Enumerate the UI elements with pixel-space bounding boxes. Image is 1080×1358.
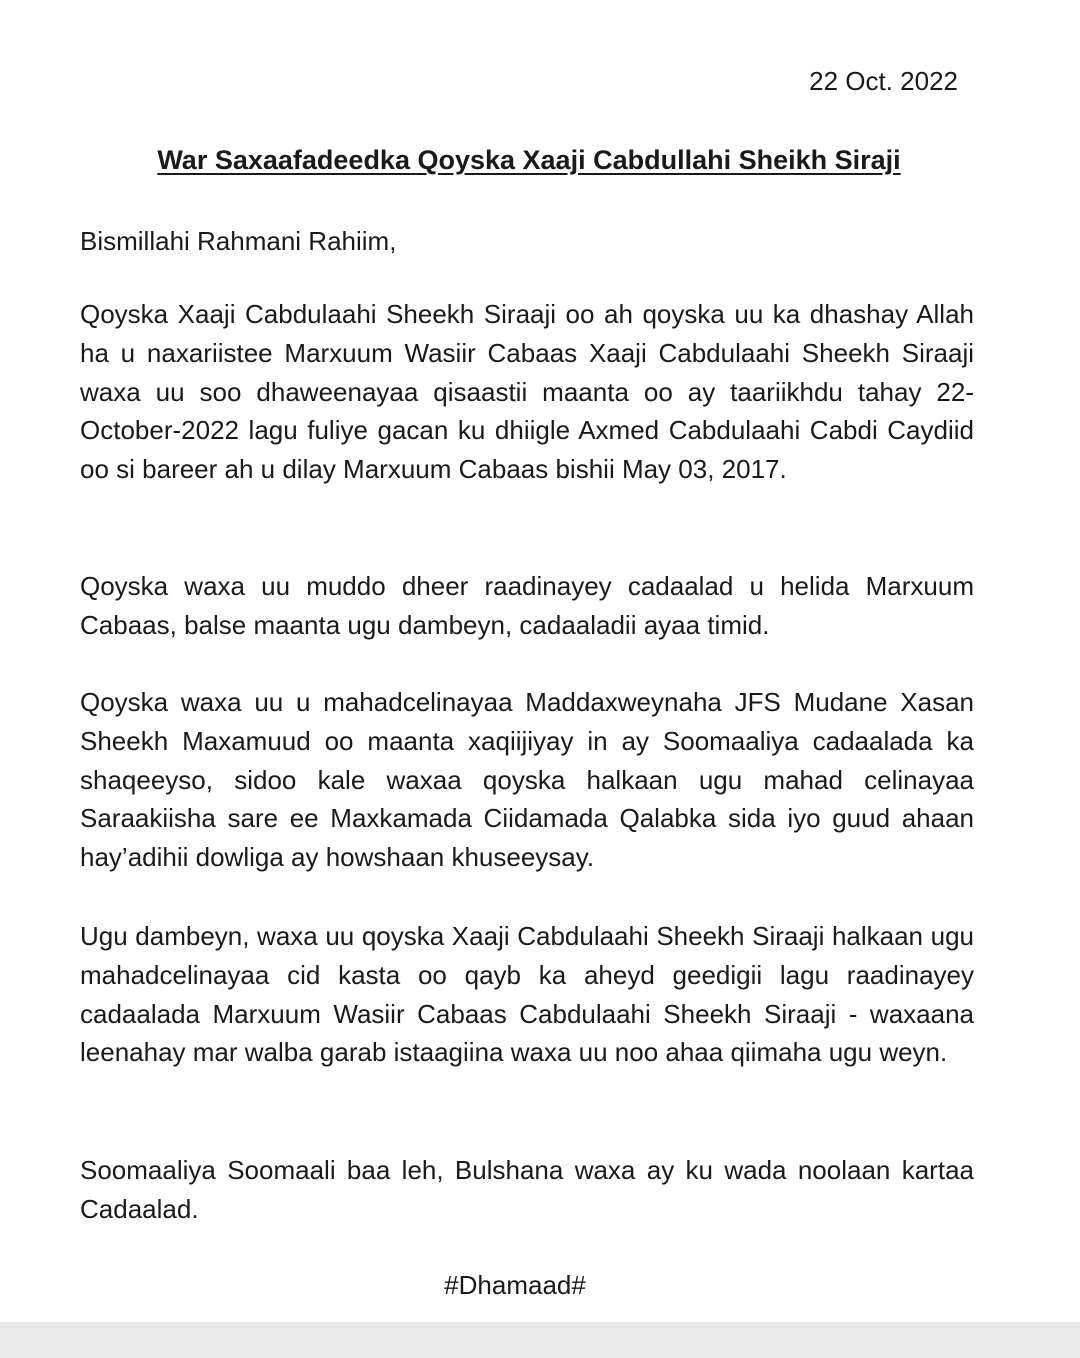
document-title: War Saxaafadeedka Qoyska Xaaji Cabdullahi Sheikh Siraji	[157, 145, 901, 175]
document-date: 22 Oct. 2022	[809, 66, 958, 96]
paragraph-justice-sought: Qoyska waxa uu muddo dheer raadinayey cadaalad u helida Marxuum Cabaas, balse maanta ugu dambeyn, cadaaladii ayaa timid.	[80, 571, 974, 640]
paragraph-closing-statement: Soomaaliya Soomaali baa leh, Bulshana waxa ay ku wada noolaan kartaa Cadaalad.	[80, 1155, 974, 1224]
paragraph-thanks-supporters: Ugu dambeyn, waxa uu qoyska Xaaji Cabdulaahi Sheekh Siraaji halkaan ugu mahadcelinayaa cid kasta oo qayb ka aheyd geedigii lagu raadinayey cadaalada Marxuum Wasiir Cabaas Cabdulaahi Sheekh Siraaji - waxaana leenahay mar walba garab istaagiina waxa uu noo ahaa qiimaha ugu weyn.	[80, 921, 974, 1068]
paragraph-condolence-announcement: Qoyska Xaaji Cabdulaahi Sheekh Siraaji oo ah qoyska uu ka dhashay Allah ha u naxariistee Marxuum Wasiir Cabaas Xaaji Cabdulaahi Sheekh Siraaji waxa uu soo dhaweenayaa qisaastii maanta oo ay taariikhdu tahay 22-October-2022 lagu fuliye gacan ku dhiigle Axmed Cabdulaahi Cabdi Caydiid oo si bareer ah u dilay Marxuum Cabaas bishii May 03, 2017.	[80, 299, 974, 485]
greeting: Bismillahi Rahmani Rahiim,	[80, 226, 397, 256]
document-end-marker: #Dhamaad#	[444, 1270, 586, 1300]
paragraph-thanks-president: Qoyska waxa uu u mahadcelinayaa Maddaxweynaha JFS Mudane Xasan Sheekh Maxamuud oo maanta xaqiijiyay in ay Soomaaliya cadaalada ka shaqeeyso, sidoo kale waxaa qoyska halkaan ugu mahad celinayaa Saraakiisha sare ee Maxkamada Ciidamada Qalabka sida iyo guud ahaan hay’adihii dowliga ay howshaan khuseeysay.	[80, 687, 974, 873]
